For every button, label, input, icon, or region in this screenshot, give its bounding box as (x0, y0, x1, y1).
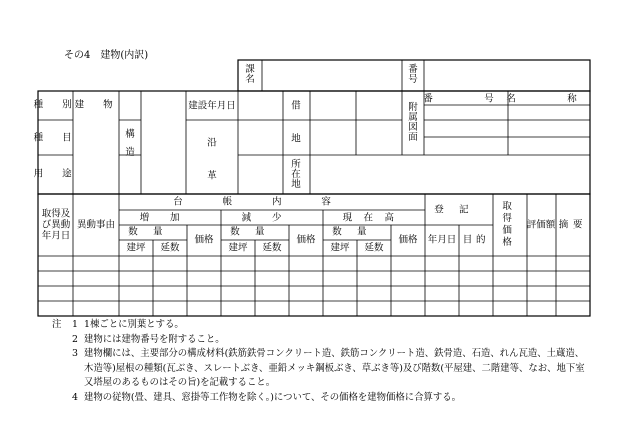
attached-drawing-label: 附属図面 (408, 102, 418, 143)
increase-price: 価格 (194, 234, 214, 246)
valuation-header: 評価額 (526, 219, 556, 231)
section-name-label: 課名 (245, 64, 255, 85)
history-label-first: 沿 (207, 137, 217, 149)
decrease-quantity: 数量 (230, 226, 280, 238)
structure-label: 構造 (125, 129, 135, 158)
note-item: 3 建物欄には、主要部分の構成材料(鉄筋鉄骨コンクリート造、鉄筋コンクリート造、鉄骨造、石造、れん瓦造、土蔵造、木造等)屋根の種類(瓦ぶき、スレートぶき、亜鉛メッキ鋼板ぶき、草ぶき等)及び階数(平屋建、二階建等、なお、地下室又塔屋のあるものはその旨)を記載すること。 (72, 348, 585, 388)
location-label: 所在地 (291, 159, 301, 190)
use-label: 用 途 (33, 168, 77, 180)
acquisition-price-header: 取得価格 (502, 201, 518, 248)
increase-quantity: 数量 (128, 226, 178, 238)
decrease-tsubo: 建坪 (228, 242, 248, 254)
increase-tsubo: 建坪 (126, 242, 146, 254)
history-label-second: 革 (207, 170, 217, 182)
attached-name-header: 名 称 (506, 93, 598, 105)
decrease-floor: 延数 (262, 242, 282, 254)
current-header: 現在高 (342, 212, 406, 224)
remarks-header: 摘要 (558, 219, 588, 231)
attached-number-header: 番 号 (423, 93, 515, 105)
current-price: 価格 (398, 234, 418, 246)
form-title: その4 建物(内訳) (64, 50, 149, 61)
increase-header: 増加 (139, 212, 201, 224)
decrease-header: 減少 (241, 212, 303, 224)
registration-header: 登記 (434, 204, 484, 216)
registration-date: 年月日 (427, 234, 457, 246)
current-floor: 延数 (364, 242, 384, 254)
notes-section (52, 318, 592, 405)
ledger-contents-header: 台帳内容 (173, 196, 371, 208)
note-item: 注 1 1棟ごとに別葉とする。 (52, 318, 592, 333)
land-label: 地 (291, 133, 301, 145)
current-quantity: 数量 (332, 226, 382, 238)
kind-label: 種 目 (33, 132, 77, 144)
increase-floor: 延数 (160, 242, 180, 254)
decrease-price: 価格 (296, 234, 316, 246)
current-tsubo: 建坪 (330, 242, 350, 254)
notes-label: 注 (52, 319, 62, 330)
number-label: 番号 (408, 64, 418, 85)
building-label: 建 物 (74, 99, 118, 111)
change-reason-label: 異動事由 (76, 219, 116, 231)
acquisition-date-label: 取得及び異動年月日 (41, 208, 71, 242)
note-item: 2 建物には建物番号を附すること。 (72, 333, 225, 345)
built-date-label: 建設年月日 (188, 100, 236, 112)
lease-label: 借 (291, 100, 301, 112)
note-item: 4 建物の従物(畳、建具、窓掛等工作物を除く。)について、その価格を建物価格に合算する。 (72, 391, 462, 403)
type-label: 種 別 (33, 99, 77, 111)
registration-purpose: 目的 (462, 234, 490, 246)
